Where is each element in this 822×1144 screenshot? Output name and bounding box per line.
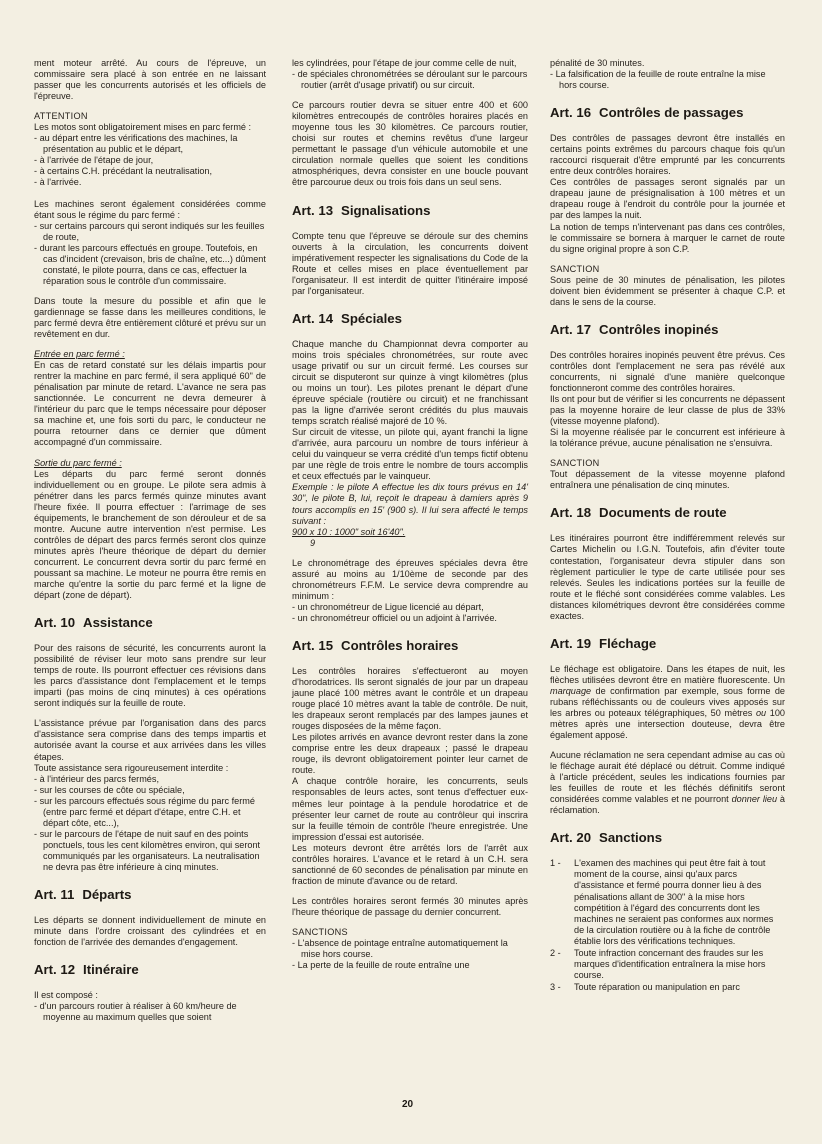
article-heading-11 xyxy=(34,887,266,902)
article-heading-13 xyxy=(292,203,528,218)
article-heading-19 xyxy=(550,636,785,651)
article-heading-15 xyxy=(292,638,528,653)
list-item: les cylindrées, pour l'étape de jour comme celle de nuit, xyxy=(292,58,517,68)
article-heading-17 xyxy=(550,322,785,337)
sortie-text: Les départs du parc fermé seront donnés individuellement ou en groupe. Le pilote sera admis à pénétrer dans les parcs fermés quinze minutes avant l'heure fixée. Il pourra effectuer : l'arrimage de ses équipements, le branchement de son dérouleur et de sa montre. Aucune autre intervention n'est permise. Les contrôles de départ des parcs fermés seront clos quinze minutes après l'heure théorique de départ du dernier concurrent. Le concurrent devra sortir du parc fermé en poussant sa machine. Le moteur ne pourra être remis en marche qu'entre la sortie du parc fermé et la ligne de départ (zone de départ). xyxy=(34,468,266,601)
list-item: - un chronométreur de Ligue licencié au départ, xyxy=(292,601,484,612)
list-item: - L'absence de pointage entraîne automatiquement la mise hors course. xyxy=(292,938,508,960)
list-item: - La falsification de la feuille de route entraîne la mise hors course. xyxy=(550,69,766,91)
article-title: Fléchage xyxy=(599,635,657,651)
numbered-item xyxy=(550,948,785,981)
paragraph: Chaque manche du Championnat devra comporter au moins trois spéciales chronométrées, sur route avec usage privatif ou sur un circuit fermé. Les courses sur circuit se disputeront sur quinze à vingt kilomètres (plus ou moins un tour). Les pilotes prenant le départ d'une épreuve spéciale (routière ou circuit) et ne franchissant pas la ligne d'arrivée seront crédités du plus mauvais temps scratch réalisé majoré de 10 %. xyxy=(292,338,528,427)
text-run-italic: donner lieu xyxy=(731,794,778,805)
sanctions-list-continued xyxy=(550,58,785,91)
article-heading-20 xyxy=(550,830,785,845)
article-number: Art. 17 xyxy=(550,321,592,337)
paragraph: Les contrôles horaires seront fermés 30 minutes après l'heure théorique de passage du dernier concurrent. xyxy=(292,895,528,917)
paragraph: ment moteur arrêté. Au cours de l'épreuve, un commissaire sera placé à son entrée en ne laissant passer que les concurrents autorisés et les officiels de l'épreuve. xyxy=(34,58,266,102)
list-item: - sur les courses de côte ou spéciale, xyxy=(34,784,185,795)
paragraph xyxy=(550,664,785,741)
article-number: Art. 16 xyxy=(550,105,592,121)
paragraph: Ce parcours routier devra se situer entre 400 et 600 kilomètres entrecoupés de contrôles horaires placés en moyenne tous les 30 kilomètres. Ce parcours routier, choisi sur routes et chemins revêtus d'une largeur permettant le passage d'un véhicule automobile et une circulation normale quelles que soient les conditions atmosphériques, devra consister en une boucle pouvant être parcourue deux ou trois fois dans un seul sens. xyxy=(292,100,528,188)
article-number: Art. 18 xyxy=(550,505,592,521)
paragraph-parc-ferme xyxy=(34,199,266,287)
article-number: Art. 11 xyxy=(34,887,75,903)
article-heading-10 xyxy=(34,615,266,630)
page-number: 20 xyxy=(402,1099,414,1110)
sanction-text: Tout dépassement de la vitesse moyenne plafond entraînera une pénalisation de cinq minutes. xyxy=(550,469,785,491)
formula-denominator: 9 xyxy=(310,537,316,548)
article-title: Documents de route xyxy=(599,505,727,521)
sanction-label: SANCTION xyxy=(550,458,600,469)
article-heading-12 xyxy=(34,962,266,977)
sanctions-block xyxy=(292,927,528,971)
list-item: - au départ entre les vérifications des machines, la présentation au public et le départ, xyxy=(34,133,238,155)
paragraph xyxy=(550,750,785,816)
entree-heading: Entrée en parc fermé : xyxy=(34,349,125,360)
paragraph: Compte tenu que l'épreuve se déroule sur des chemins ouverts à la circulation, les concurrents doivent impérativement respecter les signalisations du Code de la Route et celles mises en place éventuellement par l'organisateur. Il est interdit de quitter l'itinéraire imposé par l'organisateur. xyxy=(292,230,528,296)
paragraph: A chaque contrôle horaire, les concurrents, seuls responsables de leurs actes, sont tenus d'effectuer eux-mêmes leur pointage à la pendule horodatrice et de présenter leur carnet de route au contrôleur qui inscrira sur la feuille témoin de contrôle l'heure enregistrée. Une impression d'essai est autorisée. xyxy=(292,776,528,842)
list-item: - La perte de la feuille de route entraîne une xyxy=(292,960,470,971)
paragraph: Les départs se donnent individuellement de minute en minute dans l'ordre croissant des cylindrées et en fonction de l'arrivée des demandes d'engagement. xyxy=(34,915,266,948)
attention-block xyxy=(34,111,266,188)
article-heading-18 xyxy=(550,505,785,520)
article-title: Assistance xyxy=(83,615,153,631)
chronometrage-block xyxy=(292,558,528,624)
item-text: Toute réparation ou manipulation en parc xyxy=(574,981,740,992)
item-number: 2 - xyxy=(550,947,561,958)
paragraph: Les itinéraires pourront être indifféremment relevés sur Cartes Michelin ou I.G.N. Toutefois, afin d'éviter toute contestation, l'organisateur devra stipuler dans son règlement particulier le type de carte utilisée pour ses relevés. Seules les indications portées sur la feuille de route et le fléché sont considérées comme valables. Les distances kilométriques devront être considérées comme exactes. xyxy=(550,533,785,621)
paragraph: Le chronométrage des épreuves spéciales devra être assuré au moins au 1/10ème de seconde par des chronométreurs F.F.M. Le service devra comprendre au minimum : xyxy=(292,557,528,601)
sortie-section xyxy=(34,458,266,602)
list-item: - à l'arrivée. xyxy=(34,177,82,188)
paragraph: Pour des raisons de sécurité, les concurrents auront la possibilité de réviser leur moto sans prendre sur leur temps de route. Ils pourront effectuer ces révisions dans les parcs d'assistance dont l'emplacement et le temps imparti (pas moins de cinq minutes) à ces opérations seront indiqués sur la feuille de route. xyxy=(34,643,266,709)
sanctions-label: SANCTIONS xyxy=(292,927,348,937)
assistance-list xyxy=(34,763,266,873)
sanctions-numbered-list xyxy=(550,858,785,993)
article-number: Art. 19 xyxy=(550,635,592,651)
article-title: Sanctions xyxy=(599,830,663,846)
sanction-label: SANCTION xyxy=(550,263,600,274)
numbered-item xyxy=(550,982,785,993)
article-number: Art. 10 xyxy=(34,615,76,631)
paragraph: Les contrôles horaires s'effectueront au moyen d'horodatrices. Ils seront signalés de jour par un drapeau jaune placé 100 mètres avant le contrôle et un drapeau rouge placé 10 mètres avant la table de contrôle. De nuit, les drapeaux seront remplacés par des lampes jaunes et rouges disposées de la même façon. xyxy=(292,665,528,732)
sanction-block xyxy=(550,458,785,491)
article-title: Contrôles de passages xyxy=(599,105,744,121)
paragraph: Ils ont pour but de vérifier si les concurrents ne dépassent pas la moyenne horaire de leur classe de plus de 33% (vitesse moyenne plafond). xyxy=(550,394,785,427)
numbered-item xyxy=(550,858,785,946)
item-text: L'examen des machines qui peut être fait à tout moment de la course, ainsi qu'aux parcs d'assistance et fermé pourra donner lieu à des pénalisations allant de 300" à la mise hors compétition à l'égard des concurrents dont les machines ne seraient pas conformes aux normes de la circulation routière ou à la fiche de contrôle établie lors des vérifications techniques. xyxy=(574,858,774,946)
text-run: 100 mètres après une intersection douteuse, devra être également apposé. xyxy=(550,707,785,741)
text-run: de confirmation par exemple, sous forme de rubans réfléchissants ou de couleurs vives apposés sur les arbres ou poteaux télégraphiques, 50 mètres xyxy=(550,685,785,718)
itineraire-list xyxy=(34,990,266,1023)
sortie-heading: Sortie du parc fermé : xyxy=(34,457,122,468)
article-heading-16 xyxy=(550,105,785,120)
article-title: Signalisations xyxy=(341,202,431,218)
entree-text: En cas de retard constaté sur les délais impartis pour rentrer la machine en parc fermé, il sera appliqué 60" de pénalisation par minute de retard. L'avance ne sera pas sanctionnée. Le concurrent ne devra demeurer à l'intérieur du parc que le temps nécessaire pour déposer sa machine et, une fois sorti du parc, le conducteur ne pourra retourner dans ce dernier que dûment accompagné d'un commissaire. xyxy=(34,360,266,448)
attention-text: Les motos sont obligatoirement mises en parc fermé : xyxy=(34,122,252,133)
paragraph: Si la moyenne réalisée par le concurrent est inférieure à la tolérance prévue, aucune pénalisation ne s'ensuivra. xyxy=(550,427,785,449)
article-number: Art. 13 xyxy=(292,202,334,218)
item-number: 1 - xyxy=(550,858,561,869)
list-item: - sur certains parcours qui seront indiqués sur les feuilles de route, xyxy=(34,220,265,242)
sanction-text: Sous peine de 30 minutes de pénalisation, les pilotes doivent bien évidemment se présenter à chaque C.P. et dans le sens de la course. xyxy=(550,274,785,307)
list-item: - sur le parcours de l'étape de nuit sauf en des points ponctuels, tous les cent kilomètres environ, qui seront communiqués par les organisateurs. La neutralisation ne devra pas être inférieure à cinq minutes. xyxy=(34,828,261,872)
article-number: Art. 15 xyxy=(292,637,334,653)
itineraire-list-continued xyxy=(292,58,528,91)
text-run: à réclamation. xyxy=(550,794,786,816)
example-formula xyxy=(292,527,528,538)
paragraph: Des contrôles horaires inopinés peuvent être prévus. Ces contrôles dont l'emplacement ne sera pas révélé aux concurrents, ni signalé d'une manière quelconque fonctionneront comme des contrôles horaires. xyxy=(550,349,785,393)
article-title: Départs xyxy=(82,887,132,903)
attention-label: ATTENTION xyxy=(34,111,88,122)
list-item: - un chronométreur officiel ou un adjoint à l'arrivée. xyxy=(292,612,497,623)
article-number: Art. 20 xyxy=(550,830,592,846)
list-item: - sur les parcours effectués sous régime du parc fermé (entre parc fermé et départ d'étape, entre C.H. et départ côte, etc...), xyxy=(34,795,255,828)
paragraph: L'assistance prévue par l'organisation dans des parcs d'assistance sera comprise dans des temps impartis et autorisée avant la course et aux arrivées dans les villes étapes. xyxy=(34,718,266,762)
paragraph: Ces contrôles de passages seront signalés par un drapeau jaune de présignalisation à 100 mètres et un drapeau rouge à l'endroit du contrôle pour la journée et par des lampes la nuit. xyxy=(550,177,785,221)
article-number: Art. 12 xyxy=(34,962,76,978)
paragraph: Il est composé : xyxy=(34,990,98,1001)
list-item: - à l'arrivée de l'étape de jour, xyxy=(34,155,154,166)
sanction-block xyxy=(550,264,785,308)
article-title: Contrôles inopinés xyxy=(599,321,719,337)
article-number: Art. 14 xyxy=(292,310,334,326)
list-item: - à certains C.H. précédant la neutralisation, xyxy=(34,166,213,177)
paragraph: La notion de temps n'intervenant pas dans ces contrôles, le commissaire se bornera à marquer le carnet de route du signe original propre à son C.P. xyxy=(550,221,785,254)
paragraph: Des contrôles de passages devront être installés en certains points extrêmes du parcours chaque fois qu'un raccourci risquerait d'être emprunté par les concurrents entre deux contrôles horaires. xyxy=(550,133,785,177)
paragraph: Dans toute la mesure du possible et afin que le gardiennage se fasse dans les meilleures conditions, le parc fermé devra être entièrement clôturé et prévu sur un revêtement en dur. xyxy=(34,295,266,340)
entree-section xyxy=(34,349,266,448)
item-number: 3 - xyxy=(550,981,561,992)
column-left xyxy=(34,58,266,1032)
paragraph: Les moteurs devront être arrêtés lors de l'arrêt aux contrôles horaires. L'avance et le retard à un C.H. sera sanctionné de 60 secondes de pénalisation par minute en fraction de minute d'avance ou de retard. xyxy=(292,842,528,886)
example-block xyxy=(292,427,528,549)
text-run: Le fléchage est obligatoire. Dans les étapes de nuit, les flèches utilisées devront être en matière fluorescente. Un xyxy=(550,663,785,685)
list-item: - à l'intérieur des parcs fermés, xyxy=(34,773,159,784)
list-item: - durant les parcours effectués en groupe. Toutefois, en cas d'incident (crevaison, bris de chaîne, etc...) dûment constaté, le pilote pourra, dans ce cas, effectuer la réparation sous le contrôle d'un commissaire. xyxy=(34,242,266,286)
column-right xyxy=(550,58,785,994)
paragraph: Les machines seront également considérées comme étant sous le régime du parc fermé : xyxy=(34,198,266,220)
article-heading-14 xyxy=(292,311,528,326)
article-title: Itinéraire xyxy=(83,962,139,978)
list-item: pénalité de 30 minutes. xyxy=(550,58,645,68)
article-title: Contrôles horaires xyxy=(341,637,459,653)
paragraph: Toute assistance sera rigoureusement interdite : xyxy=(34,762,229,773)
text-run-italic: marquage xyxy=(550,685,592,696)
formula-numerator: 900 x 10 : 1000" soit 16'40". xyxy=(292,526,406,537)
text-run: Aucune réclamation ne sera cependant admise au cas où le fléchage aurait été déplacé ou détruit. Comme indiqué à l'article précédent, seules les indications fournies par les feuilles de route et les fléchés définitifs seront considérées comme valables et ne pourront xyxy=(550,750,785,805)
column-middle xyxy=(292,58,528,980)
item-text: Toute infraction concernant des fraudes sur les marques d'identification entraînera la mise hors course. xyxy=(574,947,766,980)
paragraph: Les pilotes arrivés en avance devront rester dans la zone comprise entre les deux drapeaux ; passé le drapeau rouge, ils devront obligatoirement pointer leur carnet de route. xyxy=(292,732,528,776)
article-title: Spéciales xyxy=(341,310,402,326)
example-text: Exemple : le pilote A effectue les dix tours prévus en 14' 30", le pilote B, lui, reçoit le drapeau à damiers après 9 tours accomplis en 15' (900 s). Il lui sera affecté le temps suivant : xyxy=(292,482,528,526)
paragraph: Sur circuit de vitesse, un pilote qui, ayant franchi la ligne d'arrivée, aura parcouru un nombre de tours inférieur à celui du vainqueur se verra crédité d'un temps fictif obtenu par une règle de trois entre le nombre de tours accomplis et ceux effectués par le vainqueur. xyxy=(292,427,528,482)
text-run-italic: ou xyxy=(755,707,767,718)
list-item: - d'un parcours routier à réaliser à 60 km/heure de moyenne au maximum quelles que soient xyxy=(34,1001,237,1023)
list-item: - de spéciales chronométrées se déroulant sur le parcours routier (arrêt d'usage privatif) ou sur circuit. xyxy=(292,69,528,91)
